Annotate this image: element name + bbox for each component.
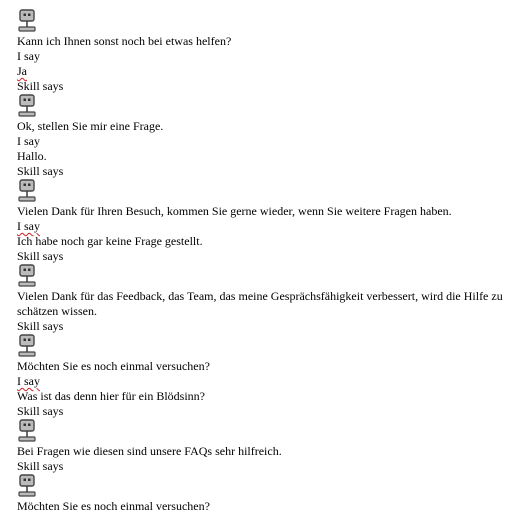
skill-message: Kann ich Ihnen sonst noch bei etwas helfen? <box>17 34 232 48</box>
robot-icon <box>17 419 37 443</box>
skill-label: Skill says <box>17 404 64 418</box>
robot-icon <box>17 94 37 118</box>
skill-label: Skill says <box>17 319 64 333</box>
skill-label: Skill says <box>17 164 64 178</box>
user-message: Ja <box>17 64 27 78</box>
skill-message: Möchten Sie es noch einmal versuchen? <box>17 359 210 373</box>
skill-label: Skill says <box>17 249 64 263</box>
user-message: Was ist das denn hier für ein Blödsinn? <box>17 389 205 403</box>
chat-transcript <box>17 9 503 514</box>
skill-label: Skill says <box>17 79 64 93</box>
robot-icon <box>17 264 37 288</box>
user-message: Hallo. <box>17 149 47 163</box>
robot-icon <box>17 474 37 498</box>
skill-message: Bei Fragen wie diesen sind unsere FAQs sehr hilfreich. <box>17 444 282 458</box>
skill-message: Vielen Dank für Ihren Besuch, kommen Sie gerne wieder, wenn Sie weitere Fragen haben. <box>17 204 452 218</box>
skill-message: Vielen Dank für das Feedback, das Team, das meine Gesprächsfähigkeit verbessert, wird die Hilfe zu schätzen wissen. <box>17 289 503 318</box>
user-label: I say <box>17 219 40 233</box>
robot-icon <box>17 334 37 358</box>
user-label: I say <box>17 49 40 63</box>
user-label: I say <box>17 134 40 148</box>
skill-message: Ok, stellen Sie mir eine Frage. <box>17 119 164 133</box>
robot-icon <box>17 179 37 203</box>
skill-label: Skill says <box>17 459 64 473</box>
skill-message: Möchten Sie es noch einmal versuchen? <box>17 499 210 513</box>
user-message: Ich habe noch gar keine Frage gestellt. <box>17 234 203 248</box>
robot-icon <box>17 9 37 33</box>
user-label: I say <box>17 374 40 388</box>
